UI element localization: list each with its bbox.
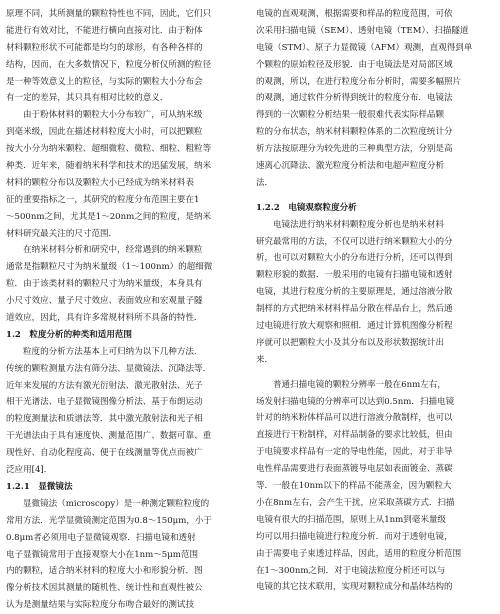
text-line: 有一定的差异，其只具有相对比较的意义． <box>6 93 169 104</box>
text-line: 颗粒形貌的数据．一般采用的电镜有扫描电镜和透射 <box>256 270 453 281</box>
text-line: 电子显微镜常用于直接观察大小在1nm～5μm范围 <box>6 549 198 560</box>
text-line: ～500nm之间，尤其是1～20nm之间的粒度，是纳米 <box>6 211 212 222</box>
text-line: 序就可以把颗粒大小及其分布以及形状数据统计出 <box>256 337 445 348</box>
text-line: 原理不同，其所测量的颗粒特性也不同，因此，它们只 <box>6 9 212 19</box>
text-line: 速离心沉降法、激光粒度分析法和电超声粒度分析 <box>256 161 445 172</box>
text-line: 道效应，因此，具有许多常规材料所不具备的特性． <box>6 313 203 324</box>
text-line: 结构，因而，在大多数情况下，粒度分析仪所测的粒径 <box>6 59 212 70</box>
text-line: 析方法按原理分为较先进的三种典型方法，分别是高 <box>256 144 453 155</box>
text-line: 过电镜进行放大观察和照相．通过计算机图像分析程 <box>256 321 453 332</box>
text-line: 制样的方式把纳米材料样品分散在样品台上，然后通 <box>256 304 453 315</box>
text-line: 针对的纳米粉体样品可以进行溶液分散制样，也可以 <box>256 413 453 424</box>
text-line: 在纳米材料分析和研究中，经常遇到的纳米颗粒 <box>23 245 203 256</box>
text-line: 个颗粒的原始粒径及形貌．由于电镜法是对局部区域 <box>256 59 453 70</box>
text-line: 是一种等效意义上的粒径，与实际的颗粒大小分布会 <box>6 76 203 87</box>
text-line: 小在8nm左右，会产生干扰，应采取蒸碳方式．扫描 <box>256 497 455 508</box>
paragraph-gap <box>256 192 494 200</box>
right-column <box>256 6 494 596</box>
text-line: 泛应用[4]． <box>6 465 53 476</box>
text-line: 电镜（STM）、原子力显微镜（AFM）观测，直观得到单 <box>256 42 473 53</box>
section-heading: 1.2.1 显微镜法 <box>6 481 73 492</box>
text-line: 的观测，通过软件分析得到统计的粒度分布．电镜法 <box>256 93 453 104</box>
text-line: 能进行有效对比，不能进行横向直接对比．由于粉体 <box>6 25 203 36</box>
text-line: 近年来发展的方法有激光衍射法、激光散射法、光子 <box>6 380 203 391</box>
text-line: 研究最常用的方法，不仅可以进行纳米颗粒大小的分 <box>256 236 453 247</box>
text-line: 显微镜法（microscopy）是一种测定颗粒粒度的 <box>23 498 210 509</box>
text-line: 电镜法进行纳米材料颗粒度分析也是纳米材料 <box>273 219 444 230</box>
text-line: 粒度的分析方法基本上可归纳为以下几种方法． <box>23 346 203 357</box>
text-line: 材料颗粒形状不可能都是均匀的球形，有各种各样的 <box>6 42 203 53</box>
text-line: 电性样品需要进行表面蒸镀导电层如表面镀金、蒸碳 <box>256 464 453 475</box>
text-line: 征的重要指标之一，其研究的粒度分布范围主要在1 <box>6 194 200 205</box>
text-line: 0.8μm者必须用电子显微镜观察．扫描电镜和透射 <box>6 532 196 543</box>
text-line: 等．一般在10nm以下的样品不能蒸金，因为颗粒大 <box>256 481 452 492</box>
text-line: 内的颗粒，适合纳米材料的粒度大小和形貌分析．图 <box>6 566 203 577</box>
text-line: 小尺寸效应、量子尺寸效应、表面效应和宏观量子隧 <box>6 296 203 307</box>
text-line: 材料研究最关注的尺寸范围． <box>6 228 118 239</box>
text-line: 到毫米级，因此在描述材料粒度大小时，可以把颗粒 <box>6 127 203 138</box>
text-line: 现性好、自动化程度高、便于在线测量等优点而被广 <box>6 448 203 459</box>
text-line: 来． <box>256 354 274 365</box>
text-line: 按大小分为纳米颗粒、超细微粒、微粒、细粒、粗粒等 <box>6 144 212 155</box>
text-line: 得到的一次颗粒分析结果一般很难代表实际样品颗 <box>256 110 445 121</box>
text-line: 场发射扫描电镜的分辨率可以达到0.5nm．扫描电镜 <box>256 396 455 407</box>
text-line: 通常是指颗粒尺寸为纳米量级（1～100nm）的超细微 <box>6 262 213 273</box>
section-heading: 1.2.2 电镜观察粒度分析 <box>256 202 357 213</box>
paragraph-gap <box>256 369 494 377</box>
text-line: 电镜的直观观测，根据需要和样品的粒度范围，可依 <box>256 9 453 19</box>
text-line: 传统的颗粒测量方法有筛分法、显微镜法、沉降法等． <box>6 363 212 374</box>
text-line: 析，也可以对颗粒大小的分布进行分析，还可以得到 <box>256 253 453 264</box>
text-line: 像分析技术因其测量的随机性、统计性和直观性被公 <box>6 583 203 594</box>
text-line: 相干光谱法、电子显微镜图像分析法、基于布朗运动 <box>6 397 203 408</box>
text-line: 均可以用扫描电镜进行粒度分析．而对于透射电镜， <box>256 531 453 542</box>
text-line: 的粒度测量法和质谱法等．其中激光散射法和光子相 <box>6 414 203 425</box>
text-line: 直接进行干粉制样，对样品制备的要求比较低，但由 <box>256 430 453 441</box>
text-line: 粒的分布状态，纳米材料颗粒体系的二次粒度统计分 <box>256 127 453 138</box>
text-line: 次采用扫描电镜（SEM）、透射电镜（TEM）、扫描隧道 <box>256 25 469 36</box>
text-line: 种类．近年来，随着纳米科学和技术的迅猛发展，纳米 <box>6 161 212 172</box>
text-line: 电镜，其进行粒度分析的主要原理是，通过溶液分散 <box>256 287 453 298</box>
text-line: 电镜的其它技术联用，实现对颗粒成分和晶体结构的 <box>256 582 453 593</box>
text-line: 在1～300nm之间．对于电镜法粒度分析还可以与 <box>256 565 446 576</box>
text-line: 由于需要电子束透过样品，因此，适用的粒度分析范围 <box>256 548 462 559</box>
text-line: 常用方法．光学显微镜测定范围为0.8～150μm，小于 <box>6 515 212 526</box>
text-line: 由于粉体材料的颗粒大小分布较广，可从纳米级 <box>23 110 203 121</box>
text-line: 认为是测量结果与实际粒度分布吻合最好的测试技 <box>6 600 195 611</box>
text-line: 材料的颗粒分布以及颗粒大小已经成为纳米材料表 <box>6 177 195 188</box>
left-column <box>6 6 242 614</box>
text-line: 普通扫描电镜的颗粒分辨率一般在6nm左右， <box>273 379 446 390</box>
text-line: 电镜有很大的扫描范围，原则上从1nm到毫米量级 <box>256 514 446 525</box>
text-line: 的观测，所以，在进行粒度分布分析时，需要多幅照片 <box>256 76 462 87</box>
text-line: 粒．由于该类材料的颗粒尺寸为纳米量级，本身具有 <box>6 279 203 290</box>
section-heading: 1.2 粒度分析的种类和适用范围 <box>6 329 132 340</box>
text-line: 于电镜要求样品有一定的导电性能，因此，对于非导 <box>256 447 453 458</box>
text-line: 干光谱法由于具有速度快、测量范围广、数据可靠、重 <box>6 431 212 442</box>
text-line: 法． <box>256 177 274 188</box>
